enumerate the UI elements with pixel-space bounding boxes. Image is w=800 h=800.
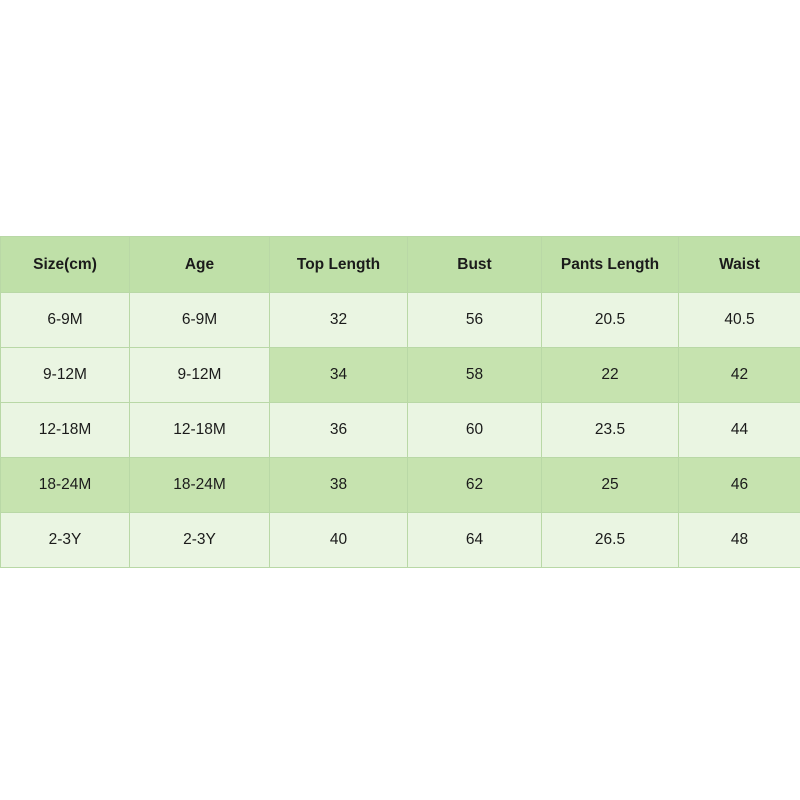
column-header-age: Age — [130, 237, 270, 293]
cell-age: 2-3Y — [130, 513, 270, 568]
table-header-row — [1, 237, 800, 293]
column-header-size: Size(cm) — [1, 237, 130, 293]
cell-top-length: 40 — [270, 513, 408, 568]
table-row — [1, 513, 800, 568]
cell-top-length: 36 — [270, 403, 408, 458]
cell-size: 9-12M — [1, 348, 130, 403]
cell-waist: 48 — [679, 513, 800, 568]
cell-waist: 44 — [679, 403, 800, 458]
cell-top-length: 34 — [270, 348, 408, 403]
cell-age: 9-12M — [130, 348, 270, 403]
size-chart-container — [0, 236, 800, 568]
column-header-top-length: Top Length — [270, 237, 408, 293]
cell-waist: 46 — [679, 458, 800, 513]
cell-pants-length: 26.5 — [542, 513, 679, 568]
cell-size: 12-18M — [1, 403, 130, 458]
cell-pants-length: 22 — [542, 348, 679, 403]
cell-bust: 62 — [408, 458, 542, 513]
cell-age: 6-9M — [130, 293, 270, 348]
cell-age: 18-24M — [130, 458, 270, 513]
cell-age: 12-18M — [130, 403, 270, 458]
cell-bust: 60 — [408, 403, 542, 458]
cell-size: 18-24M — [1, 458, 130, 513]
table-row — [1, 403, 800, 458]
table-header — [1, 237, 800, 293]
column-header-bust: Bust — [408, 237, 542, 293]
table-row — [1, 348, 800, 403]
table-body — [1, 293, 800, 568]
cell-pants-length: 23.5 — [542, 403, 679, 458]
cell-pants-length: 20.5 — [542, 293, 679, 348]
cell-waist: 42 — [679, 348, 800, 403]
column-header-waist: Waist — [679, 237, 800, 293]
column-header-pants-length: Pants Length — [542, 237, 679, 293]
cell-top-length: 32 — [270, 293, 408, 348]
cell-pants-length: 25 — [542, 458, 679, 513]
table-row — [1, 458, 800, 513]
cell-bust: 56 — [408, 293, 542, 348]
cell-size: 2-3Y — [1, 513, 130, 568]
table-row — [1, 293, 800, 348]
cell-size: 6-9M — [1, 293, 130, 348]
cell-bust: 58 — [408, 348, 542, 403]
cell-top-length: 38 — [270, 458, 408, 513]
cell-waist: 40.5 — [679, 293, 800, 348]
cell-bust: 64 — [408, 513, 542, 568]
size-chart-table — [0, 236, 800, 568]
